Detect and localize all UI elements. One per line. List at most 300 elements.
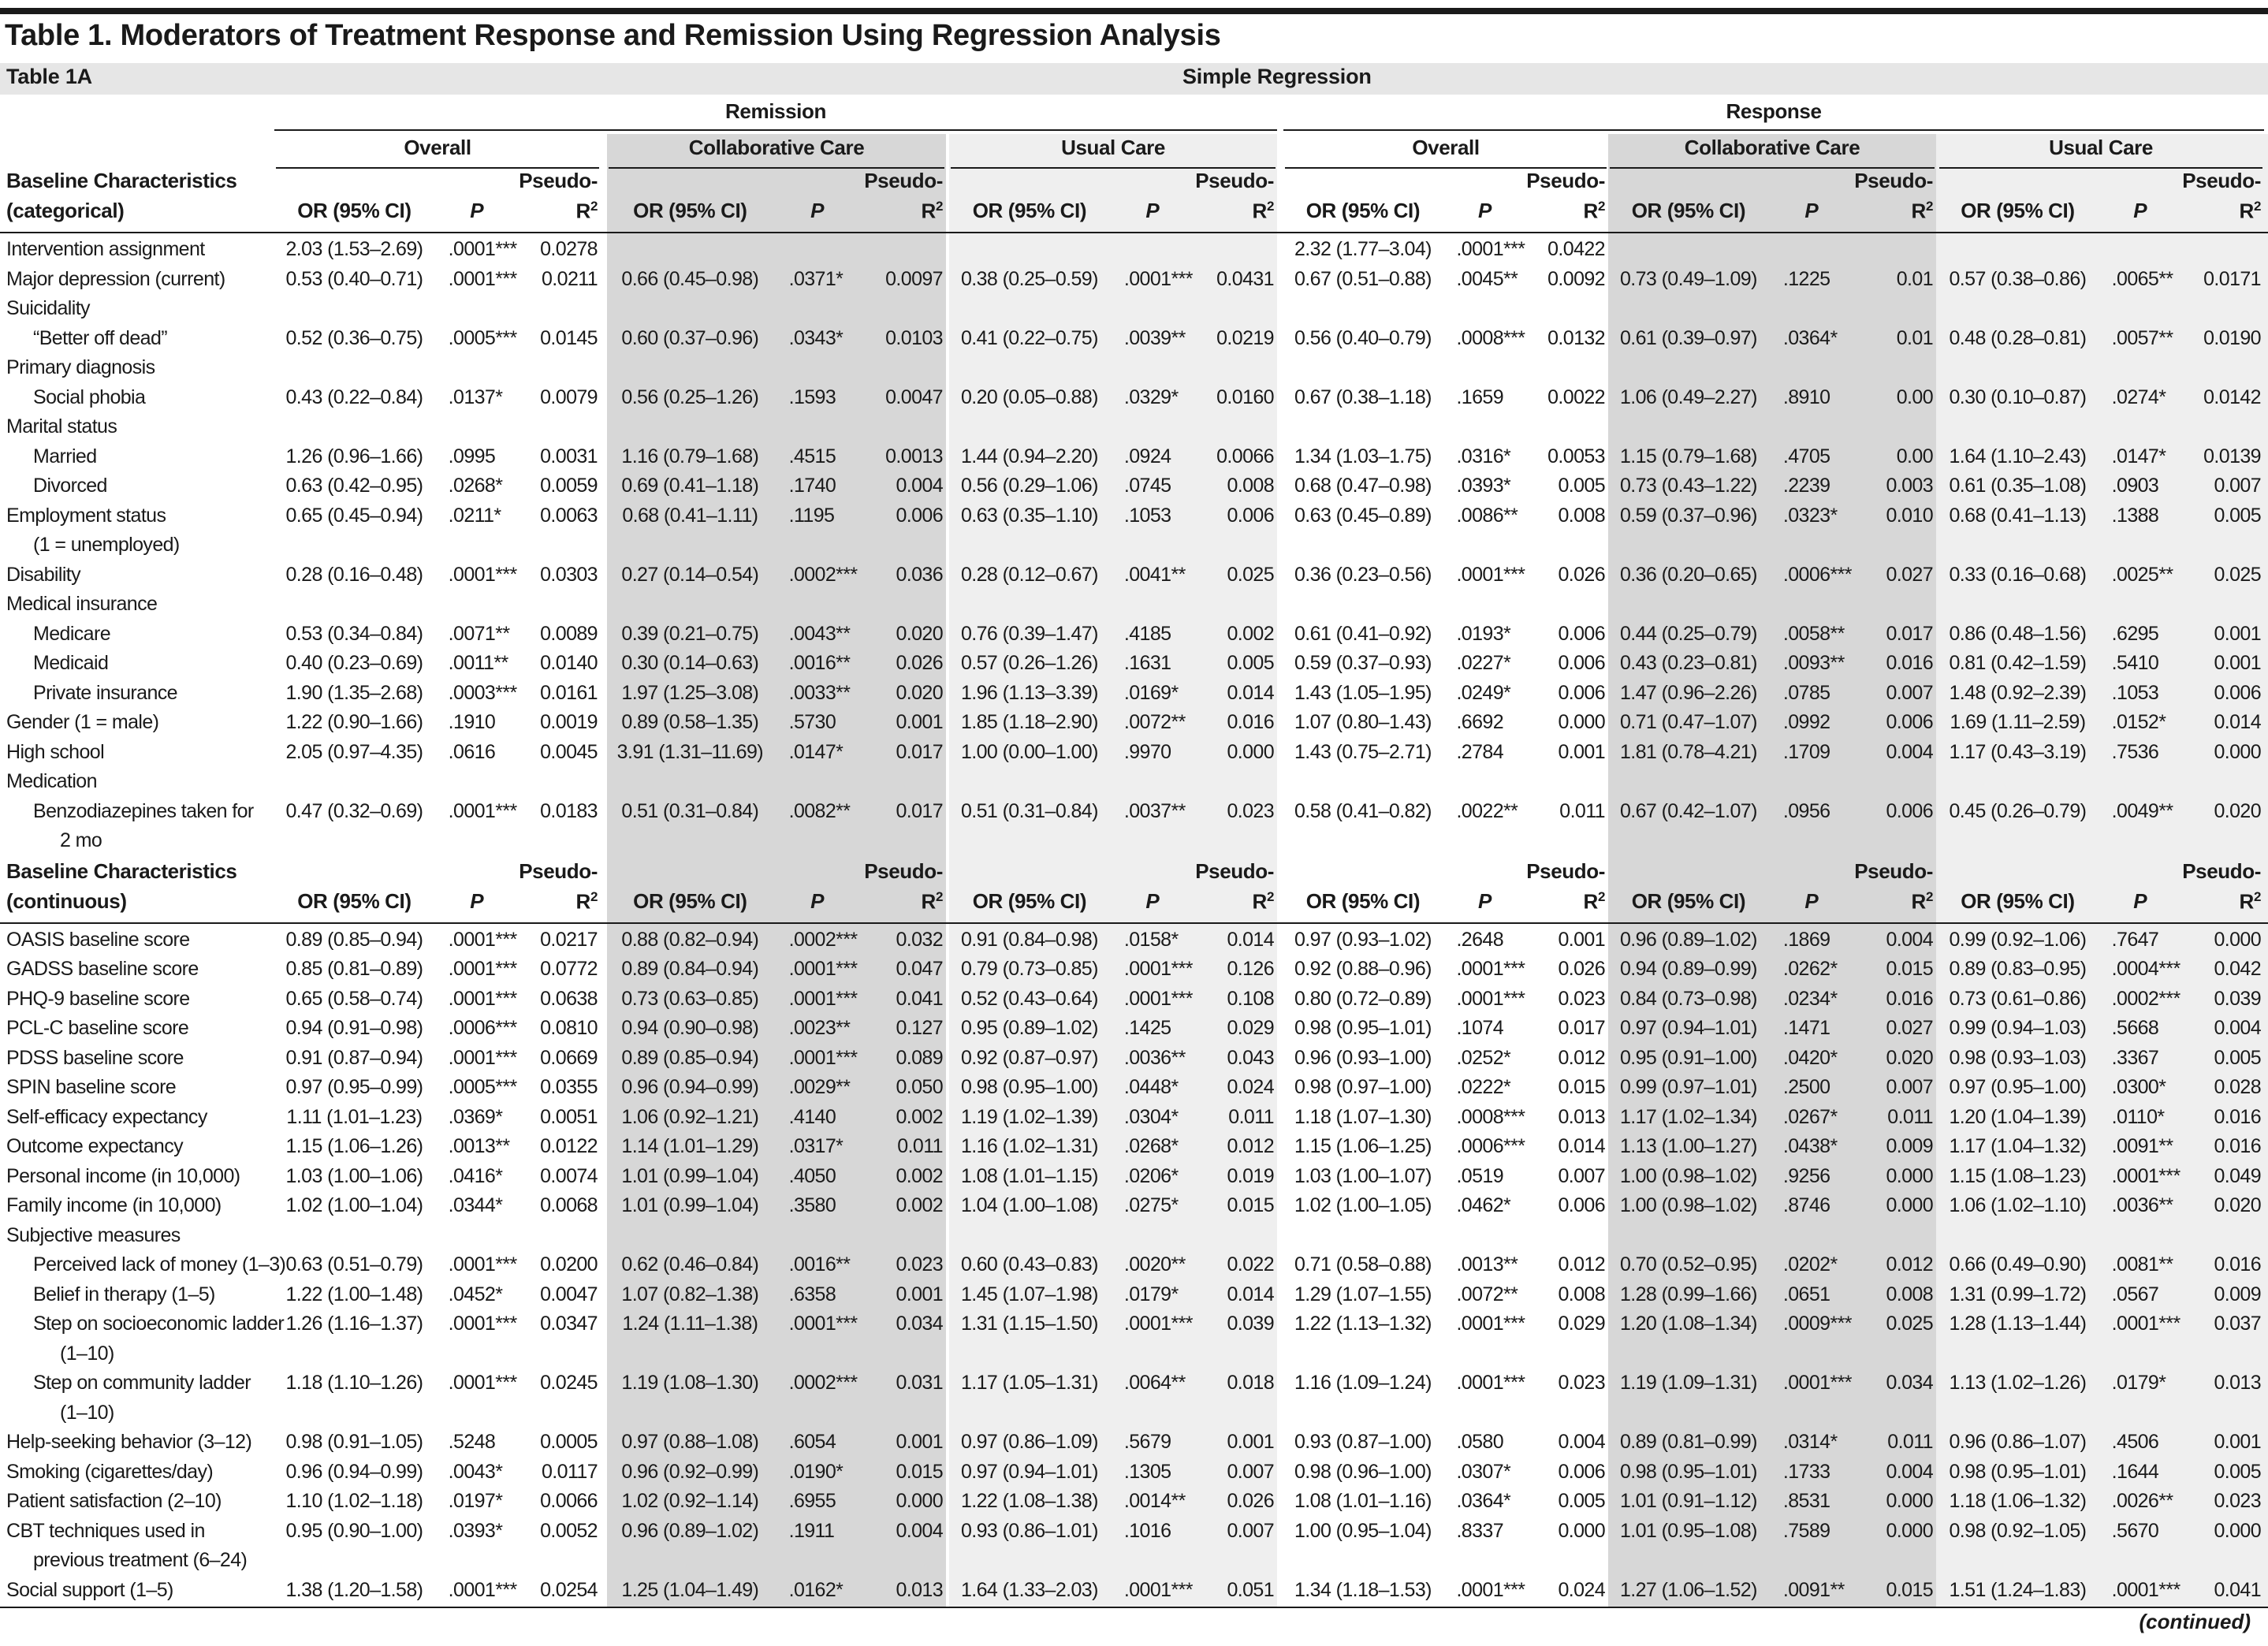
p-value: .6358 — [788, 1283, 836, 1305]
pseudo-r2-value: 0.127 — [896, 1017, 943, 1039]
pseudo-r2-value: 0.034 — [1886, 1372, 1933, 1394]
p-value: .0323* — [1782, 504, 1838, 527]
or-value: 1.64 (1.33–2.03) — [960, 1578, 1098, 1601]
or-value: 1.01 (0.91–1.12) — [1619, 1490, 1757, 1512]
p-value: .0057** — [2111, 326, 2173, 349]
or-value: 1.47 (0.96–2.26) — [1619, 681, 1757, 704]
p-value: .0065** — [2111, 267, 2173, 290]
pseudo-r2-value: 0.027 — [1886, 563, 1933, 586]
pseudo-r2-value: 0.000 — [1886, 1194, 1933, 1216]
or-value: 0.79 (0.73–0.85) — [960, 958, 1098, 980]
rule — [0, 232, 2268, 233]
or-value: 0.98 (0.95–1.01) — [1949, 1460, 2087, 1483]
row-label: Benzodiazepines taken for — [33, 799, 254, 822]
p-value: .1733 — [1782, 1460, 1830, 1483]
pseudo-r2-value: 0.0217 — [540, 928, 598, 951]
p-value: .0001*** — [1123, 958, 1193, 980]
categorical-r2-header-a: Pseudo- — [1195, 169, 1274, 192]
or-value: 1.06 (0.49–2.27) — [1619, 385, 1757, 408]
pseudo-r2-value: 0.008 — [1886, 1283, 1933, 1305]
continuous-or-header: OR (95% CI) — [1961, 888, 2075, 913]
p-value: .0003*** — [448, 681, 517, 704]
or-value: 0.28 (0.16–0.48) — [285, 563, 423, 586]
or-value: 0.97 (0.93–1.02) — [1294, 928, 1432, 951]
p-value: .7536 — [2111, 740, 2159, 763]
pseudo-r2-value: 0.0019 — [540, 711, 598, 733]
continued-note: (continued) — [2139, 1610, 2251, 1633]
p-value: .0268* — [448, 475, 503, 497]
group-header-0: Overall — [404, 136, 471, 159]
pseudo-r2-value: 0.0139 — [2203, 445, 2261, 467]
or-value: 0.89 (0.85–0.94) — [285, 928, 423, 951]
continuous-r2-header-b: $R^2$ — [1583, 888, 1605, 914]
pseudo-r2-value: 0.041 — [2214, 1578, 2261, 1601]
p-value: .0001*** — [1456, 238, 1525, 260]
pseudo-r2-value: 0.017 — [896, 799, 943, 822]
p-value: .0049** — [2111, 799, 2173, 822]
pseudo-r2-value — [1179, 235, 1274, 264]
p-value: .0001*** — [1456, 1578, 1525, 1601]
or-value: 1.15 (1.08–1.23) — [1949, 1164, 2087, 1187]
row-label: Smoking (cigarettes/day) — [6, 1460, 214, 1483]
categorical-r2-header-a: Pseudo- — [2182, 169, 2261, 192]
p-value: .6692 — [1456, 711, 1503, 733]
or-value: 1.43 (1.05–1.95) — [1294, 681, 1432, 704]
p-value: .0393* — [1456, 475, 1511, 497]
pseudo-r2-value: 0.00 — [1896, 385, 1933, 408]
pseudo-r2-value: 0.036 — [896, 563, 943, 586]
categorical-or-header: OR (95% CI) — [633, 199, 747, 222]
row-label: Private insurance — [33, 681, 177, 704]
or-value: 1.03 (1.00–1.07) — [1294, 1164, 1432, 1187]
p-value: .9256 — [1782, 1164, 1830, 1187]
p-value: .0001*** — [448, 1372, 517, 1394]
p-value: .0002*** — [2111, 987, 2180, 1010]
or-value: 1.22 (1.08–1.38) — [960, 1490, 1098, 1512]
p-value: .4515 — [788, 445, 836, 467]
table-label: Table 1A — [6, 64, 92, 88]
p-value: .0001*** — [1456, 1313, 1525, 1335]
pseudo-r2-value: 0.006 — [2214, 681, 2261, 704]
or-value: 1.00 (0.95–1.04) — [1294, 1519, 1432, 1542]
superscript: 2 — [590, 888, 598, 904]
or-value: 0.96 (0.94–0.99) — [621, 1076, 759, 1098]
p-value: .1305 — [1123, 1460, 1171, 1483]
pseudo-r2-value: 0.005 — [2214, 1460, 2261, 1483]
p-value: .0001*** — [788, 1313, 858, 1335]
or-value: 1.19 (1.08–1.30) — [621, 1372, 759, 1394]
continuous-r2-header-a: Pseudo- — [1195, 858, 1274, 883]
pseudo-r2-value: 0.029 — [1227, 1017, 1274, 1039]
continuous-heading-2: (continuous) — [6, 888, 127, 913]
or-value: 1.11 (1.01–1.23) — [286, 1105, 423, 1128]
or-value: 1.02 (1.00–1.05) — [1294, 1194, 1432, 1216]
p-value: .0162* — [788, 1578, 844, 1601]
or-value: 0.28 (0.12–0.67) — [960, 563, 1098, 586]
pseudo-r2-value: 0.025 — [1886, 1313, 1933, 1335]
pseudo-r2-value: 0.018 — [1227, 1372, 1274, 1394]
pseudo-r2-value: 0.008 — [1558, 1283, 1605, 1305]
categorical-r2-header-b: $R^2$ — [921, 199, 943, 223]
pseudo-r2-value — [848, 235, 943, 264]
pseudo-r2-value: 0.005 — [1227, 652, 1274, 674]
categorical-p-header: P — [810, 199, 825, 222]
row-label: Medicaid — [33, 652, 109, 674]
or-value: 1.16 (1.02–1.31) — [960, 1135, 1098, 1157]
or-value: 0.98 (0.97–1.00) — [1294, 1076, 1432, 1098]
pseudo-r2-value: 0.0122 — [540, 1135, 598, 1157]
or-value: 0.56 (0.40–0.79) — [1294, 326, 1432, 349]
p-value: .0519 — [1456, 1164, 1503, 1187]
pseudo-r2-value: 0.126 — [1227, 958, 1274, 980]
or-value: 0.96 (0.89–1.02) — [1619, 928, 1757, 951]
or-value: 0.86 (0.48–1.56) — [1949, 622, 2087, 645]
pseudo-r2-value: 0.020 — [896, 622, 943, 645]
p-value: .0268* — [1123, 1135, 1179, 1157]
or-value: 0.63 (0.51–0.79) — [285, 1253, 423, 1275]
pseudo-r2-value: 0.014 — [1558, 1135, 1605, 1157]
or-value: 0.88 (0.82–0.94) — [621, 928, 759, 951]
p-value: .6054 — [788, 1431, 836, 1453]
or-value: 0.89 (0.85–0.94) — [621, 1046, 759, 1069]
row-label: Outcome expectancy — [6, 1135, 184, 1157]
p-value: .0025** — [2111, 563, 2173, 586]
pseudo-r2-value: 0.0278 — [540, 238, 598, 260]
pseudo-r2-value: 0.016 — [1886, 987, 1933, 1010]
or-value: 0.80 (0.72–0.89) — [1294, 987, 1432, 1010]
or-value: 0.73 (0.49–1.09) — [1619, 267, 1757, 290]
or-value: 1.02 (1.00–1.04) — [285, 1194, 423, 1216]
or-value: 1.19 (1.09–1.31) — [1619, 1372, 1757, 1394]
pseudo-r2-value: 0.000 — [2214, 1519, 2261, 1542]
or-value: 1.96 (1.13–3.39) — [960, 681, 1098, 704]
superscript: 2 — [1597, 199, 1605, 214]
or-value: 1.00 (0.98–1.02) — [1619, 1194, 1757, 1216]
continuous-r2-header-a: Pseudo- — [2182, 858, 2261, 883]
p-value: .1471 — [1782, 1017, 1830, 1039]
pseudo-r2-value: 0.000 — [1886, 1490, 1933, 1512]
p-value: .3580 — [788, 1194, 836, 1216]
pseudo-r2-value: 0.007 — [2214, 475, 2261, 497]
or-value — [595, 235, 784, 264]
group-header-1: Collaborative Care — [688, 136, 865, 159]
pseudo-r2-value: 0.026 — [1558, 563, 1605, 586]
continuous-r2-header-a: Pseudo- — [1854, 858, 1933, 883]
or-value — [1594, 235, 1783, 264]
row-label: Social phobia — [33, 385, 146, 408]
pseudo-r2-value: 0.000 — [2214, 928, 2261, 951]
or-value: 0.69 (0.41–1.18) — [621, 475, 759, 497]
continuous-r2-header-a: Pseudo- — [1526, 858, 1605, 883]
row-label: Medical insurance — [6, 593, 158, 615]
p-value: .4140 — [788, 1105, 836, 1128]
or-value: 1.01 (0.99–1.04) — [621, 1194, 759, 1216]
p-value: .2648 — [1456, 928, 1503, 951]
or-value: 3.91 (1.31–11.69) — [616, 740, 763, 763]
pseudo-r2-value: 0.0219 — [1216, 326, 1274, 349]
or-value: 0.53 (0.34–0.84) — [285, 622, 423, 645]
pseudo-r2-value: 0.004 — [896, 1519, 943, 1542]
p-value: .0093** — [1782, 652, 1845, 674]
p-value: .0023** — [788, 1017, 851, 1039]
p-value: .0005*** — [448, 1076, 517, 1098]
or-value: 1.69 (1.11–2.59) — [1950, 711, 2086, 733]
or-value: 0.66 (0.49–0.90) — [1949, 1253, 2087, 1275]
categorical-r2-header-b: $R^2$ — [575, 199, 598, 223]
pseudo-r2-value: 0.034 — [896, 1313, 943, 1335]
p-value: .0001*** — [448, 958, 517, 980]
or-value: 1.22 (1.00–1.48) — [285, 1283, 423, 1305]
or-value: 1.16 (0.79–1.68) — [621, 445, 759, 467]
or-value: 0.94 (0.89–0.99) — [1619, 958, 1757, 980]
pseudo-r2-value: 0.000 — [1558, 711, 1605, 733]
or-value: 0.45 (0.26–0.79) — [1949, 799, 2087, 822]
pseudo-r2-value: 0.024 — [1558, 1578, 1605, 1601]
row-label: PHQ-9 baseline score — [6, 987, 190, 1010]
pseudo-r2-value: 0.0303 — [540, 563, 598, 586]
pseudo-r2-value: 0.0200 — [540, 1253, 598, 1275]
row-label: Divorced — [33, 475, 107, 497]
p-value: .5730 — [788, 711, 836, 733]
p-value: .1631 — [1123, 652, 1171, 674]
or-value: 1.20 (1.04–1.39) — [1949, 1105, 2087, 1128]
or-value: 0.20 (0.05–0.88) — [960, 385, 1098, 408]
or-value: 0.97 (0.88–1.08) — [621, 1431, 759, 1453]
or-value: 0.65 (0.58–0.74) — [285, 987, 423, 1010]
or-value: 0.96 (0.86–1.07) — [1949, 1431, 2087, 1453]
pseudo-r2-value: 0.0160 — [1216, 385, 1274, 408]
p-value: .0071** — [448, 622, 510, 645]
or-value: 0.89 (0.58–1.35) — [621, 711, 759, 733]
or-value: 0.43 (0.22–0.84) — [285, 385, 423, 408]
or-value: 0.91 (0.84–0.98) — [960, 928, 1098, 951]
pseudo-r2-value: 0.042 — [2214, 958, 2261, 980]
or-value: 1.00 (0.00–1.00) — [960, 740, 1098, 763]
group-header-2: Usual Care — [1061, 136, 1165, 159]
or-value: 1.25 (1.04–1.49) — [621, 1578, 759, 1601]
pseudo-r2-value: 0.012 — [1227, 1135, 1274, 1157]
continuous-or-header: OR (95% CI) — [972, 888, 1087, 913]
pseudo-r2-value: 0.0183 — [540, 799, 598, 822]
p-value: .0438* — [1782, 1135, 1838, 1157]
pseudo-r2-value: 0.0047 — [540, 1283, 598, 1305]
or-value: 0.93 (0.87–1.00) — [1294, 1431, 1432, 1453]
or-value: 1.38 (1.20–1.58) — [285, 1578, 423, 1601]
or-value: 1.17 (1.04–1.32) — [1949, 1135, 2087, 1157]
row-label: GADSS baseline score — [6, 958, 199, 980]
or-value: 0.62 (0.46–0.84) — [621, 1253, 759, 1275]
p-value: .0005*** — [448, 326, 517, 349]
pseudo-r2-value: 0.000 — [1886, 1164, 1933, 1187]
pseudo-r2-value: 0.006 — [896, 504, 943, 527]
or-value: 0.98 (0.95–1.00) — [960, 1076, 1098, 1098]
p-value: .0081** — [2111, 1253, 2173, 1275]
or-value: 1.06 (0.92–1.21) — [621, 1105, 759, 1128]
p-value: .1053 — [1123, 504, 1171, 527]
or-value: 1.34 (1.03–1.75) — [1294, 445, 1432, 467]
row-label: Perceived lack of money (1–3) — [33, 1253, 286, 1275]
p-value: .0008*** — [1456, 326, 1525, 349]
analysis-label: Simple Regression — [1182, 64, 1372, 88]
p-value: .1593 — [788, 385, 836, 408]
p-value: .0006*** — [1782, 563, 1852, 586]
p-value: .0004*** — [2111, 958, 2180, 980]
pseudo-r2-value: 0.0245 — [540, 1372, 598, 1394]
or-value: 0.97 (0.95–1.00) — [1949, 1076, 2087, 1098]
p-value: .4705 — [1782, 445, 1830, 467]
or-value: 2.05 (0.97–4.35) — [285, 740, 423, 763]
p-value: .0001*** — [788, 987, 858, 1010]
pseudo-r2-value: 0.011 — [1228, 1105, 1274, 1128]
or-value: 1.22 (0.90–1.66) — [285, 711, 423, 733]
p-value: .4506 — [2111, 1431, 2159, 1453]
pseudo-r2-value: 0.001 — [896, 1283, 943, 1305]
or-value: 2.03 (1.53–2.69) — [285, 238, 423, 260]
row-label: Step on community ladder — [33, 1372, 251, 1394]
categorical-or-header: OR (95% CI) — [1305, 199, 1421, 222]
or-value: 0.58 (0.41–0.82) — [1294, 799, 1432, 822]
p-value: .0072** — [1456, 1283, 1518, 1305]
p-value: .0001*** — [1456, 1372, 1525, 1394]
categorical-p-header: P — [470, 199, 484, 222]
pseudo-r2-value: 0.0013 — [885, 445, 943, 467]
categorical-r2-header-b: $R^2$ — [1252, 199, 1274, 223]
pseudo-r2-value: 0.0051 — [540, 1105, 598, 1128]
p-value: .0001*** — [448, 928, 517, 951]
row-label-continued: previous treatment (6–24) — [33, 1549, 248, 1571]
p-value: .0022** — [1456, 799, 1518, 822]
pseudo-r2-value: 0.000 — [896, 1490, 943, 1512]
p-value: .0016** — [788, 652, 851, 674]
or-value: 0.39 (0.21–0.75) — [621, 622, 759, 645]
pseudo-r2-value: 0.037 — [2214, 1313, 2261, 1335]
pseudo-r2-value: 0.022 — [1227, 1253, 1274, 1275]
superscript: 2 — [2253, 199, 2261, 214]
p-value: .0202* — [1782, 1253, 1838, 1275]
or-value: 1.28 (1.13–1.44) — [1949, 1313, 2087, 1335]
or-value: 0.98 (0.93–1.03) — [1949, 1046, 2087, 1069]
p-value: .0058** — [1782, 622, 1845, 645]
pseudo-r2-value: 0.0669 — [540, 1046, 598, 1069]
or-value: 1.43 (0.75–2.71) — [1294, 740, 1432, 763]
pseudo-r2-value: 0.015 — [896, 1460, 943, 1483]
or-value: 1.19 (1.02–1.39) — [960, 1105, 1098, 1128]
pseudo-r2-value: 0.001 — [2214, 1431, 2261, 1453]
row-label: High school — [6, 740, 105, 763]
pseudo-r2-value: 0.004 — [1886, 740, 1933, 763]
p-value: .0416* — [448, 1164, 503, 1187]
pseudo-r2-value: 0.003 — [1886, 475, 1933, 497]
pseudo-r2-value: 0.015 — [1886, 1578, 1933, 1601]
p-value: .0072** — [1123, 711, 1186, 733]
p-value: .1709 — [1782, 740, 1830, 763]
p-value: .1659 — [1456, 385, 1503, 408]
or-value: 1.18 (1.07–1.30) — [1294, 1105, 1432, 1128]
p-value: .0197* — [448, 1490, 503, 1512]
pseudo-r2-value: 0.005 — [1558, 475, 1605, 497]
pseudo-r2-value: 0.0103 — [885, 326, 943, 349]
continuous-p-header: P — [1804, 888, 1819, 913]
or-value: 0.67 (0.51–0.88) — [1294, 267, 1432, 290]
p-value: .0001*** — [1456, 563, 1525, 586]
p-value: .0043* — [448, 1460, 503, 1483]
p-value: .0011** — [448, 652, 508, 674]
or-value: 1.28 (0.99–1.66) — [1619, 1283, 1757, 1305]
p-value: .0227* — [1456, 652, 1511, 674]
pseudo-r2-value: 0.0171 — [2203, 267, 2261, 290]
p-value: .0364* — [1782, 326, 1838, 349]
p-value: .7647 — [2111, 928, 2159, 951]
continuous-r2-header-b: $R^2$ — [575, 888, 598, 914]
or-value: 0.63 (0.42–0.95) — [285, 475, 423, 497]
pseudo-r2-value: 0.000 — [2214, 740, 2261, 763]
p-value: .0249* — [1456, 681, 1511, 704]
p-value: .0252* — [1456, 1046, 1511, 1069]
p-value: .0001*** — [448, 563, 517, 586]
pseudo-r2-value: 0.039 — [1227, 1313, 1274, 1335]
rule — [274, 129, 1277, 131]
or-value: 0.85 (0.81–0.89) — [285, 958, 423, 980]
p-value: .2239 — [1782, 475, 1830, 497]
p-value: .0393* — [448, 1519, 503, 1542]
row-label: Intervention assignment — [6, 238, 205, 260]
p-value: .0304* — [1123, 1105, 1179, 1128]
pseudo-r2-value: 0.006 — [1886, 711, 1933, 733]
pseudo-r2-value: 0.008 — [1558, 504, 1605, 527]
p-value: .0006*** — [1456, 1135, 1525, 1157]
p-value: .0364* — [1456, 1490, 1511, 1512]
p-value: .1425 — [1123, 1017, 1171, 1039]
continuous-r2-header-a: Pseudo- — [519, 858, 598, 883]
p-value: .0158* — [1123, 928, 1179, 951]
or-value: 0.98 (0.95–1.01) — [1294, 1017, 1432, 1039]
pseudo-r2-value: 0.0079 — [540, 385, 598, 408]
p-value: .0001*** — [448, 1253, 517, 1275]
or-value: 1.04 (1.00–1.08) — [960, 1194, 1098, 1216]
p-value: .0262* — [1782, 958, 1838, 980]
pseudo-r2-value: 0.026 — [1558, 958, 1605, 980]
pseudo-r2-value: 0.0190 — [2203, 326, 2261, 349]
or-value: 1.08 (1.01–1.15) — [960, 1164, 1098, 1187]
or-value: 0.97 (0.94–1.01) — [960, 1460, 1098, 1483]
p-value: .0448* — [1123, 1076, 1179, 1098]
p-value: .0029** — [788, 1076, 851, 1098]
p-value: .0013** — [448, 1135, 510, 1157]
row-label: Major depression (current) — [6, 267, 225, 290]
p-value: .0045** — [1456, 267, 1518, 290]
pseudo-r2-value: 0.013 — [1558, 1105, 1605, 1128]
continuous-r2-header-b: $R^2$ — [2239, 888, 2261, 914]
pseudo-r2-value: 0.016 — [2214, 1105, 2261, 1128]
p-value: .1869 — [1782, 928, 1830, 951]
p-value: .4050 — [788, 1164, 836, 1187]
p-value: .0001*** — [1123, 1313, 1193, 1335]
pseudo-r2-value: 0.001 — [2214, 622, 2261, 645]
or-value: 0.56 (0.25–1.26) — [621, 385, 759, 408]
pseudo-r2-value: 0.004 — [896, 475, 943, 497]
or-value: 1.97 (1.25–3.08) — [621, 681, 759, 704]
or-value: 0.98 (0.91–1.05) — [285, 1431, 423, 1453]
row-label: Family income (in 10,000) — [6, 1194, 222, 1216]
or-value — [935, 235, 1124, 264]
p-value: .0037** — [1123, 799, 1186, 822]
p-value: .1053 — [2111, 681, 2159, 704]
or-value: 1.22 (1.13–1.32) — [1294, 1313, 1432, 1335]
row-label: Marital status — [6, 415, 117, 438]
or-value: 1.18 (1.06–1.32) — [1949, 1490, 2087, 1512]
p-value: .0001*** — [1123, 987, 1193, 1010]
or-value: 0.27 (0.14–0.54) — [621, 563, 759, 586]
